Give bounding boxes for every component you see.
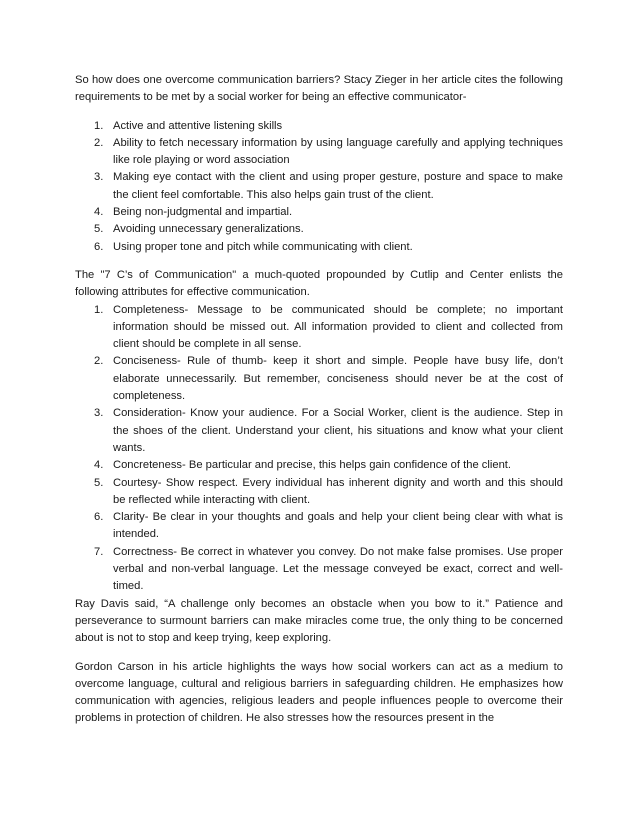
list-item [75,544,563,596]
ray-davis-paragraph: Ray Davis said, “A challenge only becomes an obstacle when you bow to it.” Patience and perseverance to surmount barriers can make miracles come true, the only thing to be concerned about is not to stop and keep trying, keep exploring. [75,597,563,645]
list-item [75,475,563,510]
list-item [75,221,563,238]
list-item-text: Consideration- Know your audience. For a Social Worker, client is the audience. Step in the shoes of the client. Understand your client, his situations and know what your client wants. [113,407,563,454]
list-item-text: Completeness- Message to be communicated should be complete; no important information should be missed out. All information provided to client and collected from client should be complete in all sense. [113,303,563,351]
list-number: 5. [94,223,104,236]
intro-paragraph: So how does one overcome communication barriers? Stacy Zieger in her article cites the following requirements to be met by a social worker for being an effective communicator- [75,74,563,104]
list-item [75,169,563,204]
list-item-text: Active and attentive listening skills [113,119,283,132]
list-number: 3. [94,171,104,184]
list-number: 5. [94,476,104,489]
list-item-text: Clarity- Be clear in your thoughts and goals and help your client being clear with what is intended. [113,511,563,541]
list-item [75,509,563,544]
list-number: 3. [94,407,104,420]
list-item-text: Avoiding unnecessary generalizations. [113,223,304,236]
list-item [75,405,563,457]
list-number: 4. [94,206,104,219]
list-item-text: Ability to fetch necessary information by using language carefully and applying techniques like role playing or word association [113,136,563,167]
requirements-list [75,118,563,256]
seven-cs-intro-paragraph: The "7 C’s of Communication" a much-quoted propounded by Cutlip and Center enlists the following attributes for effective communication. [75,268,563,299]
list-number: 2. [94,136,104,149]
seven-cs-list [75,302,563,596]
list-number: 4. [94,459,104,472]
list-item [75,135,563,170]
list-item [75,118,563,135]
list-item-text: Courtesy- Show respect. Every individual has inherent dignity and worth and this should be reflected while interacting with client. [113,476,563,506]
list-number: 2. [94,355,104,368]
list-item-text: Correctness- Be correct in whatever you convey. Do not make false promises. Use proper verbal and non-verbal language. Let the message conveyed be exact, correct and well-timed. [113,545,563,593]
list-item [75,204,563,221]
list-item [75,302,563,354]
list-item [75,239,563,256]
document-page [75,72,563,728]
list-item-text: Conciseness- Rule of thumb- keep it short and simple. People have busy life, don’t elaborate unnecessarily. But remember, conciseness should never be at the cost of completeness. [113,355,563,403]
list-number: 6. [94,511,104,524]
list-number: 1. [94,119,104,132]
list-number: 6. [94,240,104,253]
list-item-text: Being non-judgmental and impartial. [113,206,293,219]
list-item-text: Concreteness- Be particular and precise, this helps gain confidence of the client. [113,459,512,472]
gordon-carson-paragraph: Gordon Carson in his article highlights the ways how social workers can act as a medium to overcome language, cultural and religious barriers in safeguarding children. He emphasizes how communication with agencies, religious leaders and people influences people to overcome their problems in protection of children. He also stresses how the resources present in the [75,660,563,725]
list-item [75,353,563,405]
list-item [75,457,563,474]
list-number: 1. [94,303,104,316]
list-number: 7. [94,545,104,558]
list-item-text: Using proper tone and pitch while communicating with client. [113,240,413,253]
list-item-text: Making eye contact with the client and using proper gesture, posture and space to make the client feel comfortable. This also helps gain trust of the client. [113,171,563,201]
